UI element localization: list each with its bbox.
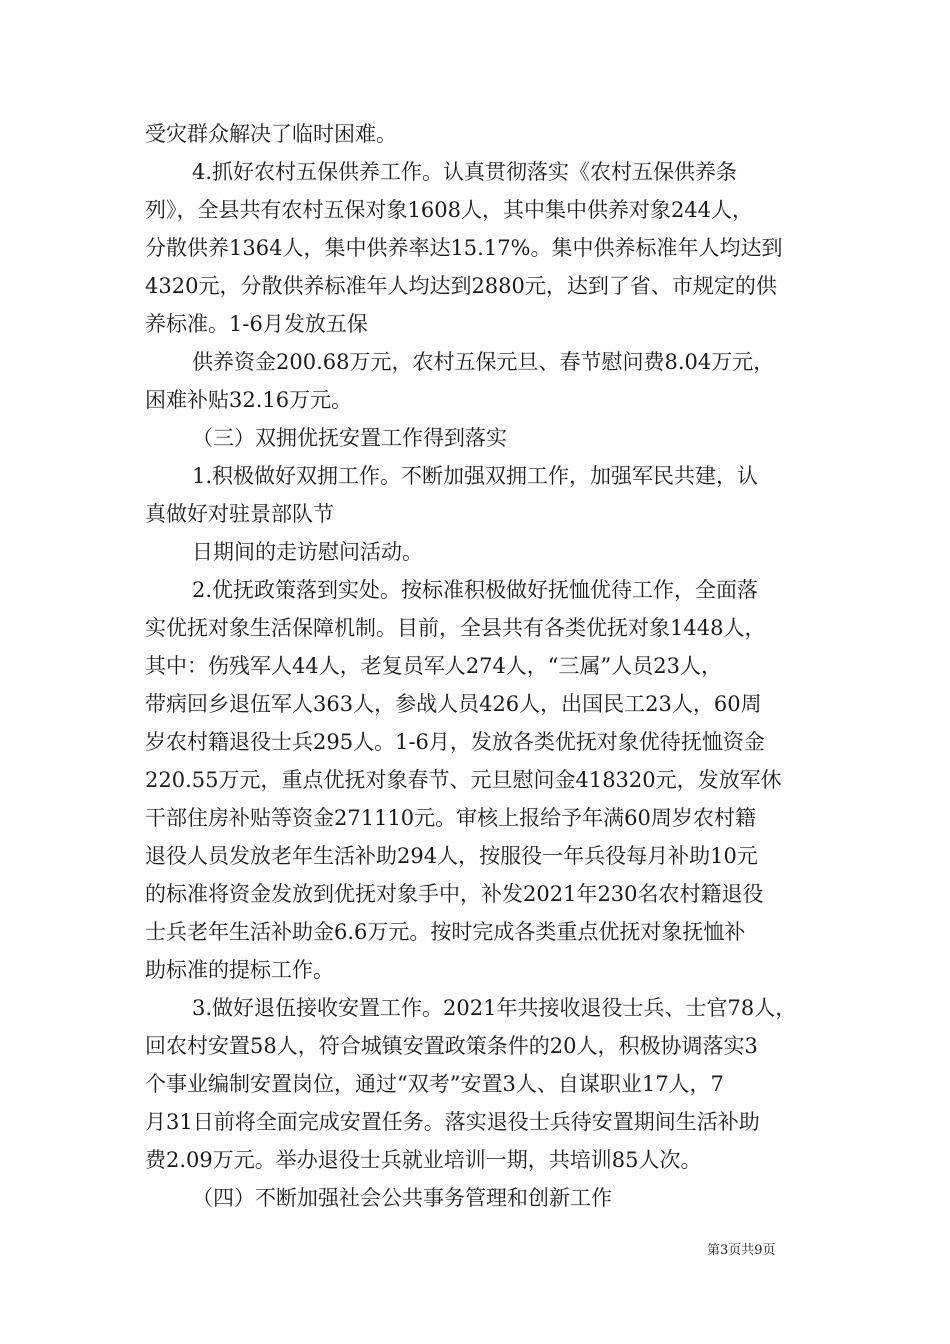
text-line: 困难补贴32.16万元。 xyxy=(145,388,353,412)
text-line: 4320元，分散供养标准年人均达到2880元，达到了省、市规定的供 xyxy=(145,274,777,298)
text-line: 日期间的走访慰问活动。 xyxy=(192,540,423,564)
text-line: 带病回乡退伍军人363人，参战人员426人，出国民工23人，60周 xyxy=(145,692,762,716)
text-line: 2.优抚政策落到实处。按标准积极做好抚恤优待工作，全面落 xyxy=(192,578,759,602)
page-number: 第3页共9页 xyxy=(707,1243,776,1258)
text-line: 干部住房补贴等资金271110元。审核上报给予年满60周岁农村籍 xyxy=(145,806,756,830)
text-line: 岁农村籍退役士兵295人。1-6月，发放各类优抚对象优待抚恤资金 xyxy=(145,730,765,754)
section-heading: （三）双拥优抚安置工作得到落实 xyxy=(192,426,507,450)
section-heading: （四）不断加强社会公共事务管理和创新工作 xyxy=(192,1186,612,1210)
text-line: 1.积极做好双拥工作。不断加强双拥工作，加强军民共建，认 xyxy=(192,464,759,488)
text-line: 分散供养1364人，集中供养率达15.17%。集中供养标准年人均达到 xyxy=(145,236,783,260)
text-line: 3.做好退伍接收安置工作。2021年共接收退役士兵、士官78人， xyxy=(192,996,797,1020)
text-line: 月31日前将全面完成安置任务。落实退役士兵待安置期间生活补助 xyxy=(145,1110,760,1134)
text-line: 的标准将资金发放到优抚对象手中，补发2021年230名农村籍退役 xyxy=(145,882,764,906)
text-line: 退役人员发放老年生活补助294人，按服役一年兵役每月补助10元 xyxy=(145,844,758,868)
text-line: 220.55万元，重点优抚对象春节、元旦慰问金418320元，发放军休 xyxy=(145,768,782,792)
text-line: 4.抓好农村五保供养工作。认真贯彻落实《农村五保供养条 xyxy=(192,160,738,184)
text-line: 列》，全县共有农村五保对象1608人，其中集中供养对象244人， xyxy=(145,198,754,222)
text-line: 受灾群众解决了临时困难。 xyxy=(145,122,397,146)
text-line: 养标准。1-6月发放五保 xyxy=(145,312,368,336)
text-line: 回农村安置58人，符合城镇安置政策条件的20人，积极协调落实3 xyxy=(145,1034,758,1058)
text-line: 士兵老年生活补助金6.6万元。按时完成各类重点优抚对象抚恤补 xyxy=(145,920,746,944)
text-line: 其中：伤残军人44人，老复员军人274人，“三属”人员23人， xyxy=(145,654,722,678)
text-line: 个事业编制安置岗位，通过“双考”安置3人、自谋职业17人，7 xyxy=(145,1072,724,1096)
text-line: 助标准的提标工作。 xyxy=(145,958,334,982)
text-line: 真做好对驻景部队节 xyxy=(145,502,334,526)
text-line: 供养资金200.68万元，农村五保元旦、春节慰问费8.04万元， xyxy=(192,350,775,374)
text-line: 费2.09万元。举办退役士兵就业培训一期，共培训85人次。 xyxy=(145,1148,702,1172)
text-line: 实优抚对象生活保障机制。目前，全县共有各类优抚对象1448人， xyxy=(145,616,766,640)
